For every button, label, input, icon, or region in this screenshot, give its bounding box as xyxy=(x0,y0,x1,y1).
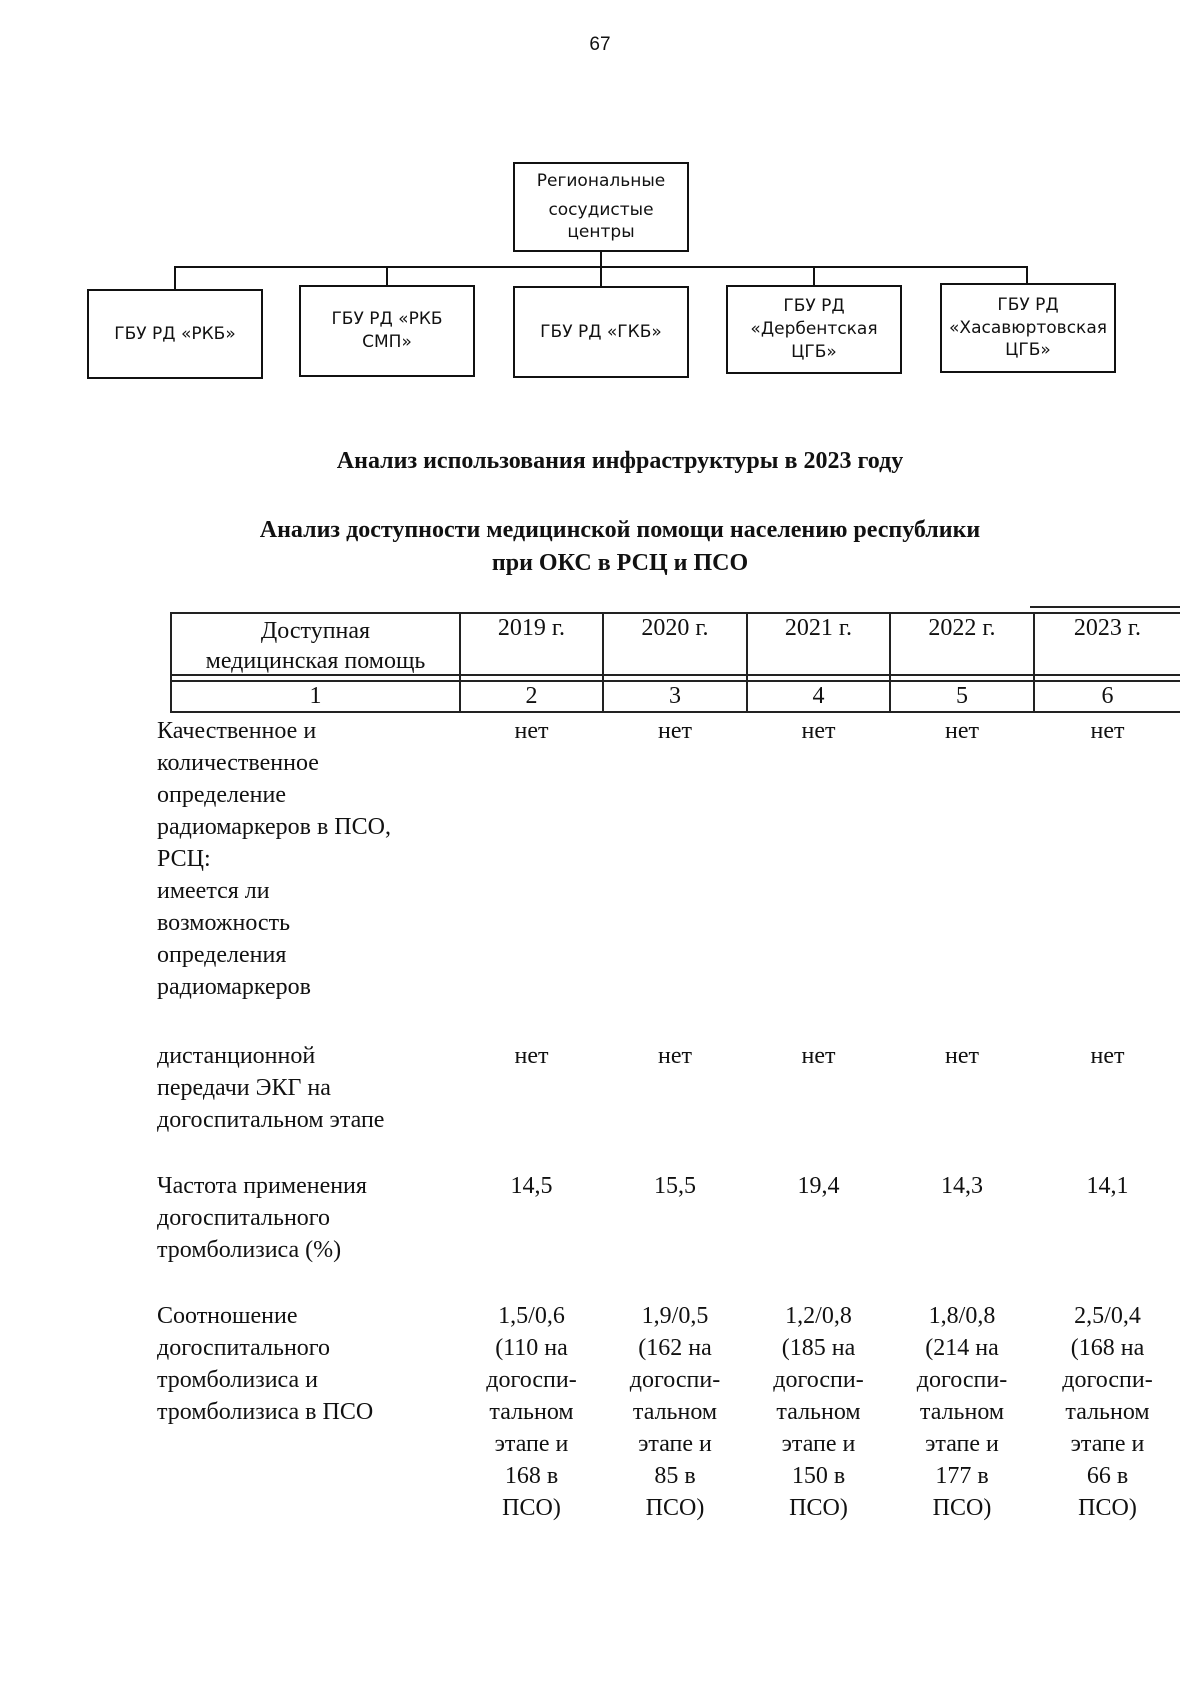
org-child-line: ГБУ РД «РКБ» xyxy=(114,323,236,344)
org-connector xyxy=(386,266,388,285)
row-value-line: ПСО) xyxy=(645,1495,705,1521)
row-value-line: тальном xyxy=(632,1399,718,1425)
column-number: 3 xyxy=(669,683,681,709)
org-child-line: «Дербентская xyxy=(750,319,878,340)
org-connector xyxy=(600,252,602,266)
row-label xyxy=(157,1040,457,1136)
row-value xyxy=(1035,1040,1180,1072)
org-connector xyxy=(813,266,815,285)
row-value-line: нет xyxy=(658,718,692,744)
row-value-line: 1,2/0,8 xyxy=(785,1303,852,1329)
row-value-line: этапе и xyxy=(494,1431,569,1457)
row-label-line: РСЦ: xyxy=(157,846,211,872)
org-child-line: ГБУ РД «ГКБ» xyxy=(540,321,662,342)
row-value xyxy=(748,1170,889,1202)
row-value xyxy=(604,715,746,747)
row-value-line: этапе и xyxy=(638,1431,712,1457)
org-child-line: ЦГБ» xyxy=(791,341,837,362)
row-value-line: этапе и xyxy=(925,1431,999,1457)
row-value-line: тальном xyxy=(489,1399,574,1425)
row-value-line: тальном xyxy=(919,1399,1005,1425)
table-rule xyxy=(1030,606,1180,608)
org-root-line: сосудистые xyxy=(548,200,654,221)
org-child-box xyxy=(726,285,902,374)
table-header-label xyxy=(172,616,459,676)
row-value-line: ПСО) xyxy=(502,1495,561,1521)
row-value-line: нет xyxy=(801,1043,836,1069)
org-child-line: «Хасавюртовская xyxy=(949,317,1107,338)
org-child-box xyxy=(513,286,689,378)
column-number: 6 xyxy=(1101,683,1114,709)
page-number: 67 xyxy=(589,34,611,55)
org-connector xyxy=(174,266,176,289)
row-label-line: догоспитальном этапе xyxy=(157,1107,385,1133)
row-label-line: Качественное и xyxy=(157,718,317,744)
subheading-line: Анализ доступности медицинской помощи населению республики xyxy=(259,517,981,543)
row-label-line: догоспитального xyxy=(157,1335,331,1361)
section-subheading xyxy=(0,514,1200,580)
row-value-line: 14,3 xyxy=(941,1173,983,1199)
row-value-line: догоспи- xyxy=(1062,1367,1153,1393)
row-label-line: тромболизиса в ПСО xyxy=(157,1399,374,1425)
row-value xyxy=(748,1300,889,1524)
column-number: 5 xyxy=(956,683,968,709)
row-value xyxy=(604,1300,746,1524)
row-value-line: 168 в xyxy=(504,1463,559,1489)
row-value-line: 150 в xyxy=(791,1463,846,1489)
org-child-line: ГБУ РД xyxy=(997,294,1059,315)
org-root-box xyxy=(513,162,689,252)
row-value-line: 14,1 xyxy=(1086,1173,1129,1199)
row-value-line: нет xyxy=(1090,1043,1125,1069)
row-value xyxy=(461,1300,602,1524)
row-label-line: возможность xyxy=(157,910,291,936)
row-value xyxy=(1035,1170,1180,1202)
row-value xyxy=(1035,715,1180,747)
row-label-line: догоспитального xyxy=(157,1205,331,1231)
year-header: 2021 г. xyxy=(784,615,853,641)
row-value xyxy=(1035,1300,1180,1524)
org-chart xyxy=(0,0,1200,400)
row-value xyxy=(891,1300,1033,1524)
row-value-line: (168 на xyxy=(1070,1335,1145,1361)
row-label xyxy=(157,715,457,1003)
row-value xyxy=(891,1170,1033,1202)
header-line: Доступная xyxy=(260,618,371,644)
row-value-line: нет xyxy=(801,718,836,744)
year-header: 2020 г. xyxy=(641,615,709,641)
row-value-line: догоспи- xyxy=(629,1367,721,1393)
row-value-line: 66 в xyxy=(1086,1463,1129,1489)
row-label-line: определения xyxy=(157,942,287,968)
org-connector xyxy=(600,266,602,286)
org-child-line: ГБУ РД xyxy=(783,296,845,317)
row-label-line: радиомаркеров в ПСО, xyxy=(157,814,391,840)
row-value-line: (110 на xyxy=(495,1335,568,1361)
row-label-line: определение xyxy=(157,782,287,808)
row-value-line: нет xyxy=(514,1043,549,1069)
row-value-line: (162 на xyxy=(638,1335,712,1361)
org-child-line: ГБУ РД «РКБ xyxy=(331,309,443,330)
row-value xyxy=(891,715,1033,747)
row-value xyxy=(891,1040,1033,1072)
header-line: медицинская помощь xyxy=(205,648,426,674)
row-label-line: тромболизиса и xyxy=(157,1367,318,1393)
row-label-line: тромболизиса (%) xyxy=(157,1237,342,1263)
row-value-line: нет xyxy=(945,1043,979,1069)
row-value-line: (185 на xyxy=(781,1335,856,1361)
row-value xyxy=(461,715,602,747)
row-value-line: нет xyxy=(514,718,549,744)
org-connector xyxy=(1026,266,1028,283)
row-value xyxy=(748,1040,889,1072)
row-label-line: передачи ЭКГ на xyxy=(157,1075,331,1101)
org-child-box xyxy=(299,285,475,377)
row-label xyxy=(157,1300,457,1428)
row-value-line: 15,5 xyxy=(654,1173,696,1199)
row-value-line: 19,4 xyxy=(797,1173,840,1199)
row-value-line: ПСО) xyxy=(789,1495,848,1521)
row-value-line: 1,5/0,6 xyxy=(498,1303,565,1329)
row-label-line: количественное xyxy=(157,750,319,776)
row-value-line: 85 в xyxy=(654,1463,696,1489)
row-label-line: радиомаркеров xyxy=(157,974,311,1000)
org-child-line: ЦГБ» xyxy=(1005,340,1051,361)
row-label-line: дистанционной xyxy=(157,1043,316,1069)
row-label-line: имеется ли xyxy=(157,878,270,904)
row-value-line: догоспи- xyxy=(486,1367,577,1393)
row-value-line: этапе и xyxy=(1070,1431,1145,1457)
row-value xyxy=(604,1170,746,1202)
year-header: 2023 г. xyxy=(1073,615,1142,641)
row-value-line: 1,8/0,8 xyxy=(928,1303,996,1329)
row-value-line: нет xyxy=(658,1043,692,1069)
row-label xyxy=(157,1170,457,1266)
row-value-line: 2,5/0,4 xyxy=(1074,1303,1141,1329)
org-root-line: Региональные xyxy=(536,171,666,192)
row-value xyxy=(748,715,889,747)
row-value-line: ПСО) xyxy=(932,1495,992,1521)
row-value-line: 177 в xyxy=(935,1463,989,1489)
row-value-line: (214 на xyxy=(925,1335,999,1361)
org-root-line: центры xyxy=(567,221,635,242)
column-number: 2 xyxy=(525,683,538,709)
row-value xyxy=(461,1040,602,1072)
subheading-line: при ОКС в РСЦ и ПСО xyxy=(491,550,749,576)
org-child-box xyxy=(940,283,1116,373)
year-header: 2019 г. xyxy=(497,615,566,641)
row-label-line: Частота применения xyxy=(157,1173,367,1199)
column-number: 4 xyxy=(812,683,825,709)
row-value-line: 1,9/0,5 xyxy=(641,1303,709,1329)
row-label-line: Соотношение xyxy=(157,1303,298,1329)
row-value-line: тальном xyxy=(776,1399,861,1425)
row-value-line: нет xyxy=(945,718,979,744)
year-header: 2022 г. xyxy=(928,615,996,641)
section-heading: Анализ использования инфраструктуры в 2023 году xyxy=(336,448,904,474)
row-value xyxy=(461,1170,602,1202)
org-child-line: СМП» xyxy=(362,332,412,352)
row-value-line: этапе и xyxy=(781,1431,856,1457)
row-value-line: тальном xyxy=(1065,1399,1150,1425)
org-child-box xyxy=(87,289,263,379)
row-value-line: догоспи- xyxy=(916,1367,1008,1393)
row-value-line: ПСО) xyxy=(1078,1495,1137,1521)
row-value-line: догоспи- xyxy=(773,1367,864,1393)
row-value xyxy=(604,1040,746,1072)
row-value-line: нет xyxy=(1090,718,1125,744)
column-number: 1 xyxy=(309,683,322,709)
row-value-line: 14,5 xyxy=(510,1173,553,1199)
